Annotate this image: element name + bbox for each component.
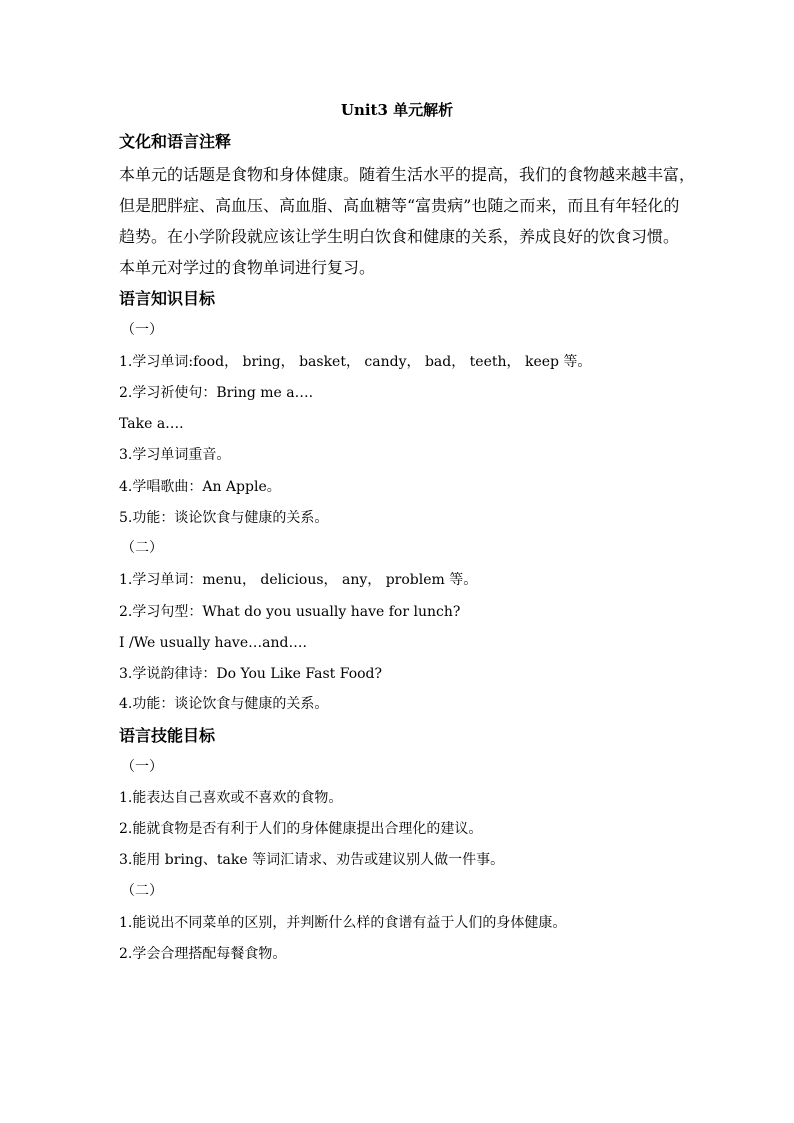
list-item: 2.能就食物是否有利于人们的身体健康提出合理化的建议。 [119,821,483,837]
part-label: （二） [121,540,163,556]
list-item: 1.学习单词：menu， delicious， any， problem 等。 [119,572,478,588]
section-heading-skill-goals: 语言技能目标 [119,726,216,745]
list-item: 4.学唱歌曲：An Apple。 [119,479,281,495]
paragraph-line: 但是肥胖症、高血压、高血脂、高血糖等“富贵病”也随之而来，而且有年轻化的 [119,196,680,215]
part-label: （二） [121,883,163,899]
list-item: 2.学习句型：What do you usually have for lunch? [119,604,461,620]
list-item: 3.学习单词重音。 [119,447,231,463]
list-item: 1.能表达自己喜欢或不喜欢的食物。 [119,790,343,806]
list-item: 2.学会合理搭配每餐食物。 [119,946,287,962]
list-item: 1.能说出不同菜单的区别，并判断什么样的食谱有益于人们的身体健康。 [119,915,567,931]
list-item: 3.能用 bring、take 等词汇请求、劝告或建议别人做一件事。 [119,852,505,868]
paragraph-line: 本单元对学过的食物单词进行复习。 [119,258,376,277]
list-item: 2.学习祈使句：Bring me a…. [119,385,314,401]
section-heading-culture-notes: 文化和语言注释 [119,132,232,151]
list-item: 1.学习单词:food， bring， basket， candy， bad， teeth， keep 等。 [119,354,592,370]
paragraph-line: 本单元的话题是食物和身体健康。随着生活水平的提高，我们的食物越来越丰富， [119,165,696,184]
part-label: （一） [121,322,163,338]
list-item: 4.功能：谈论饮食与健康的关系。 [119,696,329,712]
list-item: 5.功能：谈论饮食与健康的关系。 [119,510,329,526]
document-title: Unit3 单元解析 [340,101,454,119]
paragraph-line: 趋势。在小学阶段就应该让学生明白饮食和健康的关系，养成良好的饮食习惯。 [119,227,680,246]
list-item: 3.学说韵律诗：Do You Like Fast Food? [119,666,383,682]
list-item: Take a…. [119,416,184,432]
section-heading-knowledge-goals: 语言知识目标 [119,289,216,308]
part-label: （一） [121,759,163,775]
list-item: I /We usually have…and…. [119,635,307,651]
